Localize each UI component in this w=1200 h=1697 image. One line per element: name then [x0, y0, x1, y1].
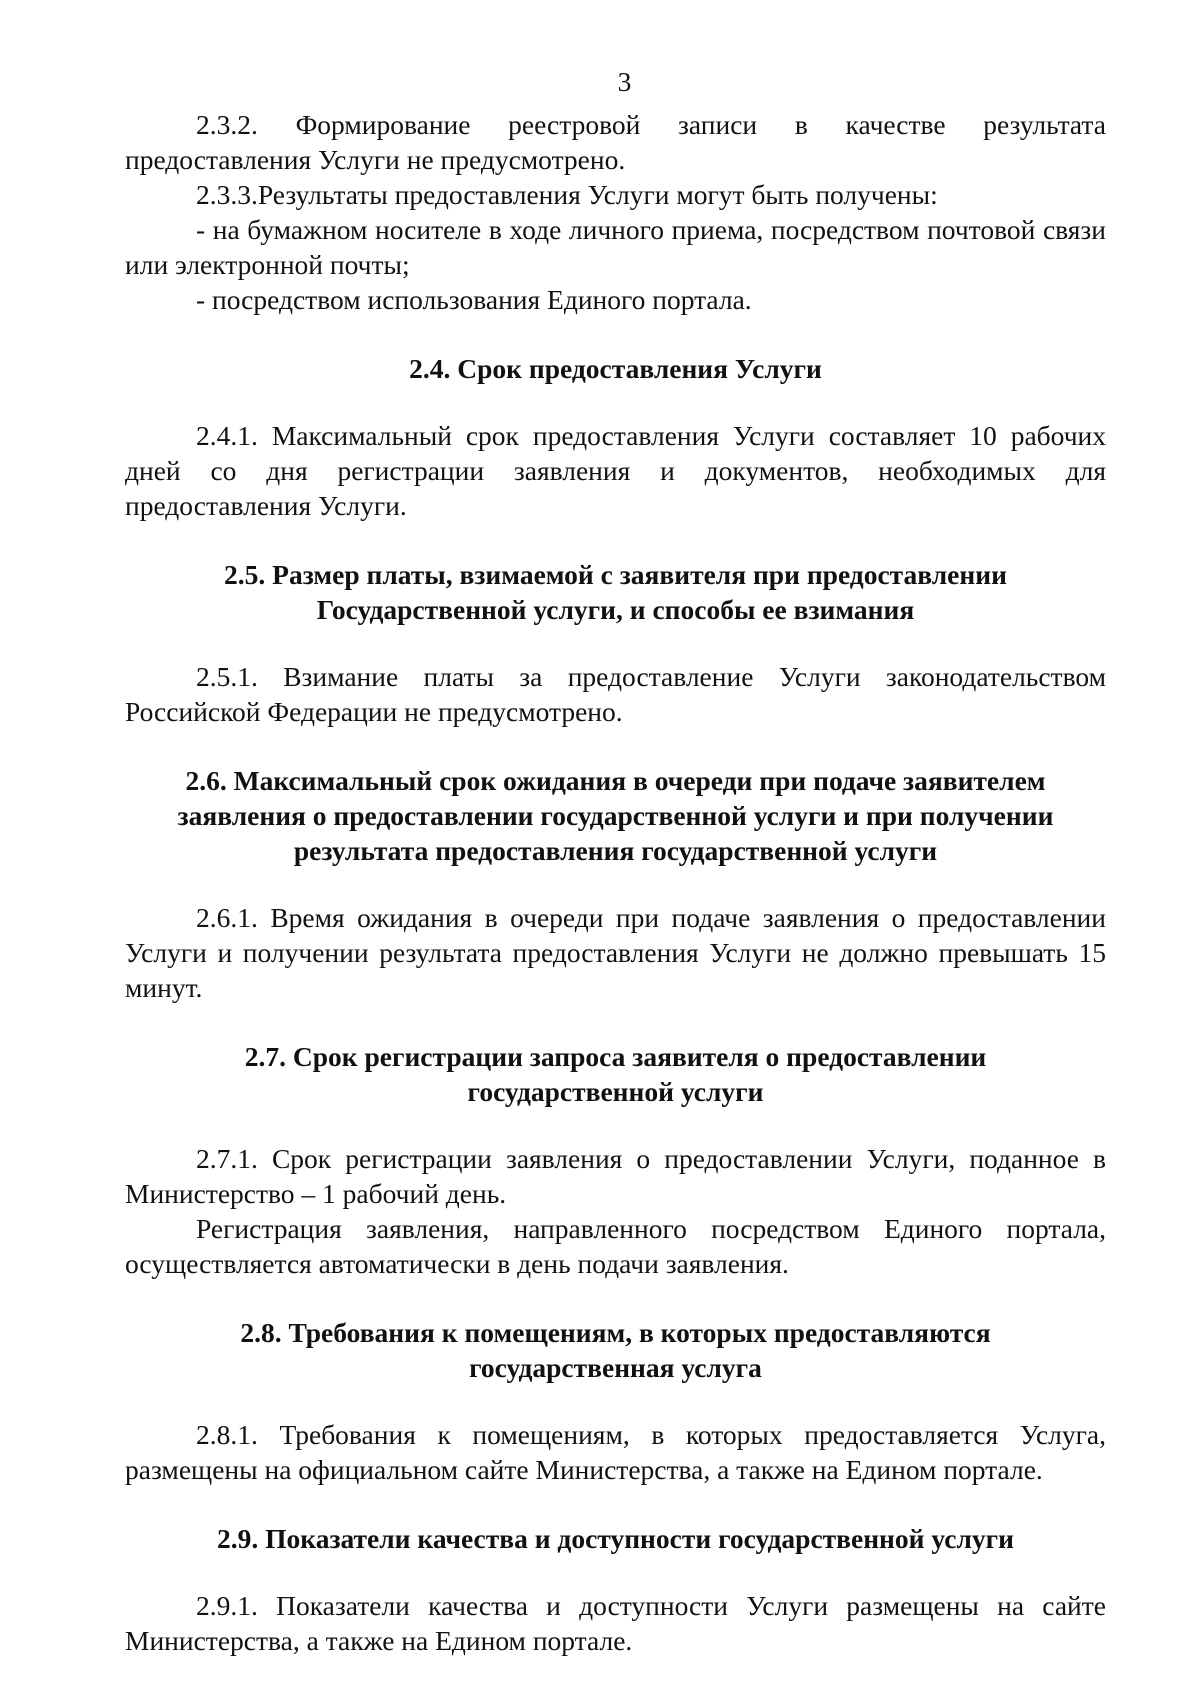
heading-2-8-line-2: государственная услуга — [469, 1352, 762, 1383]
paragraph-2-5-1: 2.5.1. Взимание платы за предоставление Услуги законодательством Российской Федерации не предусмотрено. — [125, 661, 1106, 727]
heading-2-6-line-1: 2.6. Максимальный срок ожидания в очереди при подаче заявителем — [185, 765, 1046, 796]
heading-2-6 — [125, 763, 1106, 868]
list-item-paper: - на бумажном носителе в ходе личного приема, посредством почтовой связи или электронной почты; — [125, 214, 1106, 280]
heading-2-5-line-1: 2.5. Размер платы, взимаемой с заявителя при предоставлении — [224, 559, 1007, 590]
heading-2-8 — [125, 1315, 1106, 1385]
document-page — [125, 64, 1106, 1658]
heading-2-8-line-1: 2.8. Требования к помещениям, в которых предоставляются — [240, 1317, 991, 1348]
list-item-portal: - посредством использования Единого портала. — [196, 284, 752, 315]
paragraph-2-4-1: 2.4.1. Максимальный срок предоставления Услуги составляет 10 рабочих дней со дня регистрации заявления и документов, необходимых для предоставления Услуги. — [125, 420, 1106, 521]
paragraph-2-3-2: 2.3.2. Формирование реестровой записи в качестве результата предоставления Услуги не предусмотрено. — [125, 109, 1106, 175]
heading-2-7-line-1: 2.7. Срок регистрации запроса заявителя о предоставлении — [244, 1041, 987, 1072]
heading-2-6-line-3: результата предоставления государственной услуги — [293, 835, 938, 866]
paragraph-2-7-1: 2.7.1. Срок регистрации заявления о предоставлении Услуги, поданное в Министерство – 1 рабочий день. — [125, 1143, 1106, 1209]
paragraph-2-7-1-registration: Регистрация заявления, направленного посредством Единого портала, осуществляется автоматически в день подачи заявления. — [125, 1213, 1106, 1279]
paragraph-2-6-1: 2.6.1. Время ожидания в очереди при подаче заявления о предоставлении Услуги и получении результата предоставления Услуги не должно превышать 15 минут. — [125, 902, 1106, 1003]
heading-2-9: 2.9. Показатели качества и доступности государственной услуги — [217, 1523, 1014, 1554]
page-number: 3 — [617, 66, 632, 97]
heading-2-5-line-2: Государственной услуги, и способы ее взимания — [316, 594, 915, 625]
heading-2-5 — [125, 557, 1106, 627]
heading-2-7-line-2: государственной услуги — [467, 1076, 764, 1107]
heading-2-4: 2.4. Срок предоставления Услуги — [409, 353, 822, 384]
paragraph-2-8-1: 2.8.1. Требования к помещениям, в которых предоставляется Услуга, размещены на официальном сайте Министерства, а также на Едином портале. — [125, 1419, 1106, 1485]
heading-2-7 — [125, 1039, 1106, 1109]
paragraph-2-3-3: 2.3.3.Результаты предоставления Услуги могут быть получены: — [196, 179, 938, 210]
heading-2-6-line-2: заявления о предоставлении государственной услуги и при получении — [177, 800, 1054, 831]
paragraph-2-9-1: 2.9.1. Показатели качества и доступности Услуги размещены на сайте Министерства, а также на Едином портале. — [125, 1590, 1106, 1656]
